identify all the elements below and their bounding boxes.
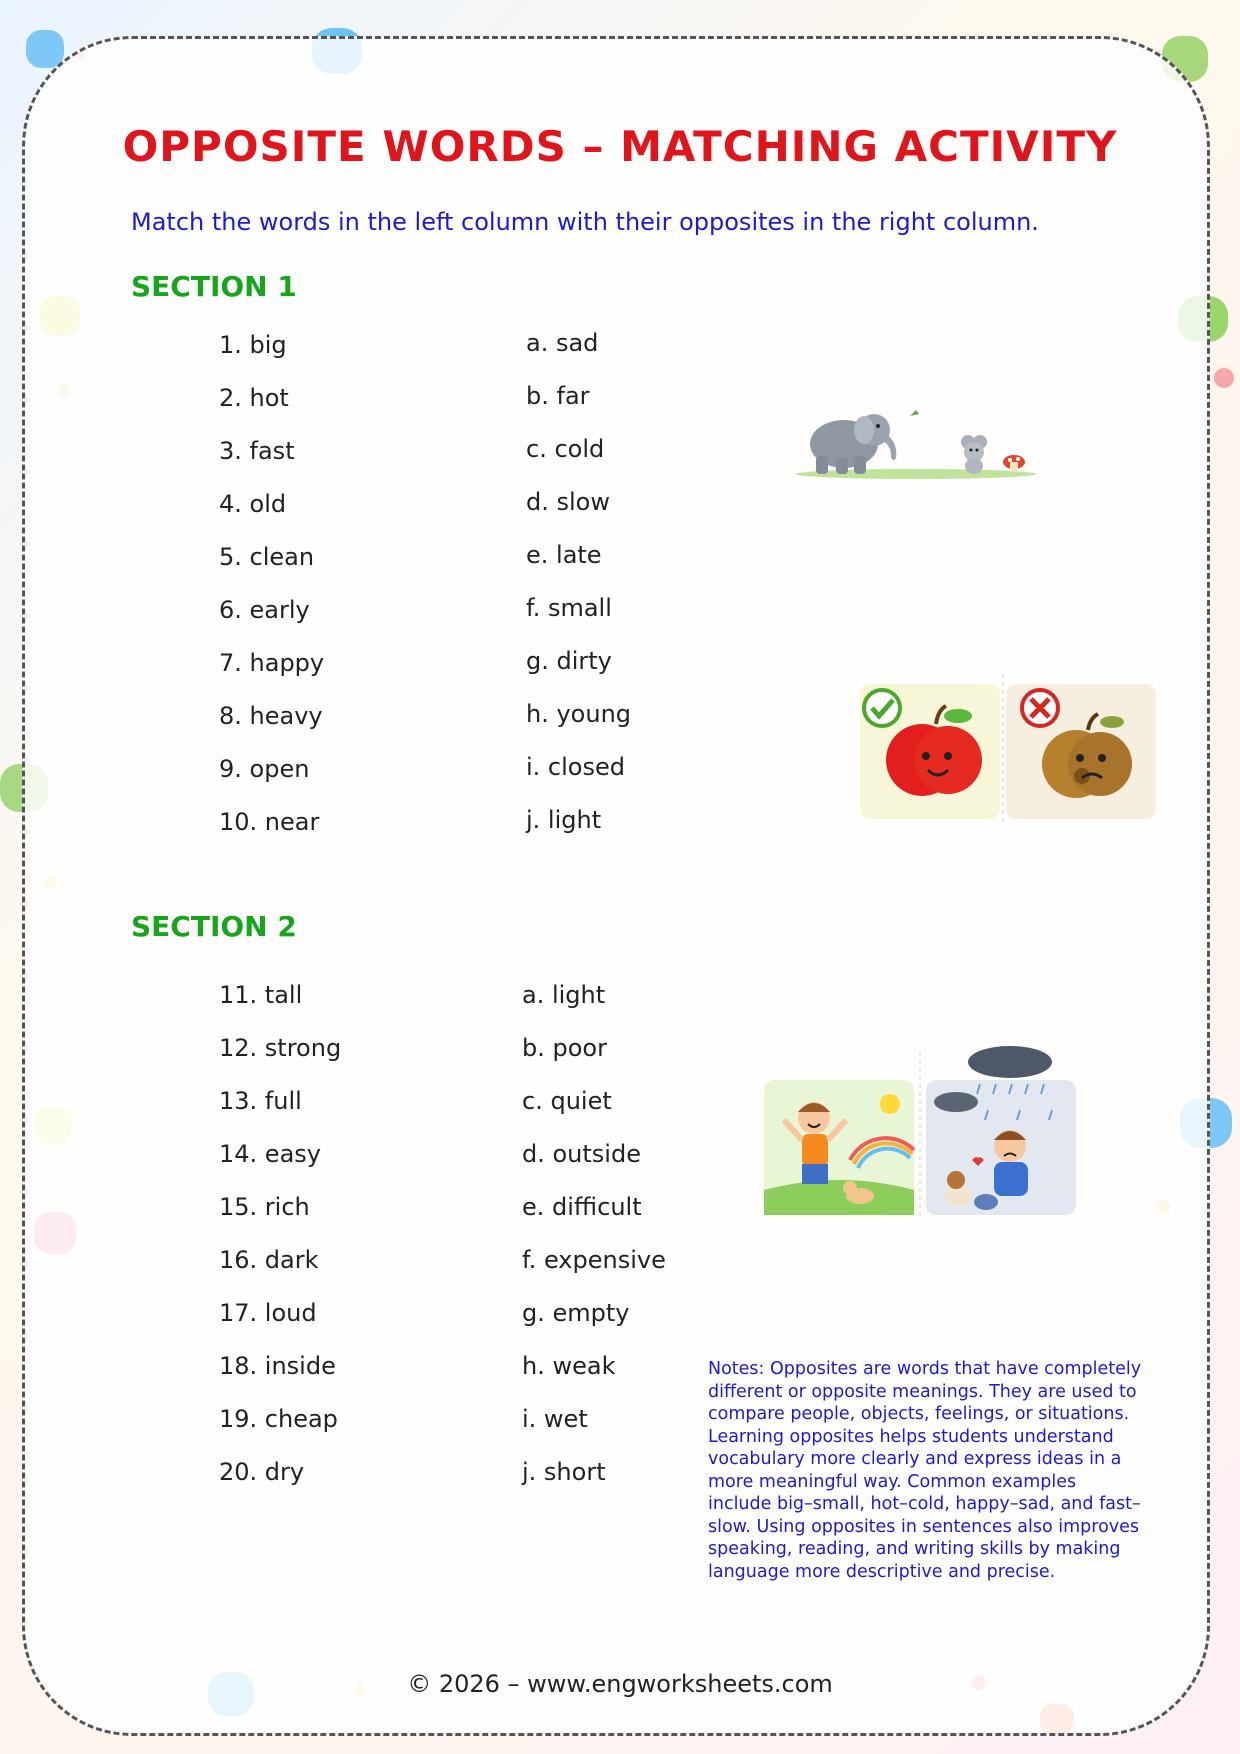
cat-icon <box>974 1194 998 1210</box>
word-item: 6. early <box>219 596 310 624</box>
elephant-icon <box>810 410 919 474</box>
happy-sad-child-illustration <box>760 1040 1080 1220</box>
page-title: OPPOSITE WORDS – MATCHING ACTIVITY <box>122 122 1118 171</box>
word-item: 8. heavy <box>219 702 323 730</box>
opposite-item: c. cold <box>526 435 605 463</box>
opposite-item: b. poor <box>522 1034 607 1062</box>
cross-mark-icon <box>1022 690 1058 726</box>
elephant-mouse-illustration <box>796 396 1046 480</box>
apple-comparison-illustration <box>860 674 1160 824</box>
word-item: 2. hot <box>219 384 289 412</box>
word-item: 13. full <box>219 1087 302 1115</box>
opposite-item: h. weak <box>522 1352 616 1380</box>
sad-child-icon <box>994 1130 1028 1196</box>
opposite-item: f. small <box>526 594 612 622</box>
section-1-title: SECTION 1 <box>131 270 297 303</box>
opposite-item: d. slow <box>526 488 610 516</box>
word-item: 19. cheap <box>219 1405 338 1433</box>
word-item: 12. strong <box>219 1034 342 1062</box>
word-item: 16. dark <box>219 1246 319 1274</box>
opposite-item: h. young <box>526 700 632 728</box>
opposite-item: g. dirty <box>526 647 612 675</box>
word-item: 1. big <box>219 331 287 359</box>
footer-copyright: © 2026 – www.engworksheets.com <box>407 1670 833 1698</box>
word-item: 11. tall <box>219 981 303 1009</box>
opposite-item: b. far <box>526 382 590 410</box>
word-item: 15. rich <box>219 1193 310 1221</box>
section-1-left-column <box>219 330 324 860</box>
opposite-item: a. light <box>522 981 606 1009</box>
opposite-item: c. quiet <box>522 1087 612 1115</box>
opposite-item: f. expensive <box>522 1246 666 1274</box>
word-item: 3. fast <box>219 437 295 465</box>
opposite-item: j. light <box>526 806 602 834</box>
opposite-item: d. outside <box>522 1140 641 1168</box>
word-item: 4. old <box>219 490 287 518</box>
word-item: 9. open <box>219 755 310 783</box>
section-2-right-column <box>522 980 666 1510</box>
opposite-item: g. empty <box>522 1299 630 1327</box>
mushroom-icon <box>1003 455 1025 472</box>
opposite-item: e. difficult <box>522 1193 642 1221</box>
decor-dot <box>1214 368 1234 388</box>
word-item: 5. clean <box>219 543 315 571</box>
opposite-item: a. sad <box>526 329 599 357</box>
notes-paragraph: Notes: Opposites are words that have completely different or opposite meanings. They are used to compare people, objects, feelings, or situations. Learning opposites helps students understand vocabulary more clearly and express ideas in a more meaningful way. Common examples include big–small, hot–cold, happy–sad, and fast–slow. Using opposites in sentences also improves speaking, reading, and writing skills by making language more descriptive and precise. <box>708 1359 1142 1582</box>
decor-blob-blue <box>26 30 64 68</box>
instructions: Match the words in the left column with their opposites in the right column. <box>131 208 1039 236</box>
check-mark-icon <box>864 690 900 726</box>
opposite-item: j. short <box>522 1458 606 1486</box>
section-2-left-column <box>219 980 341 1510</box>
word-item: 14. easy <box>219 1140 321 1168</box>
word-item: 10. near <box>219 808 320 836</box>
word-item: 7. happy <box>219 649 325 677</box>
opposite-item: e. late <box>526 541 602 569</box>
word-item: 17. loud <box>219 1299 317 1327</box>
opposite-item: i. closed <box>526 753 625 781</box>
section-1-right-column <box>526 328 631 858</box>
section-2-title: SECTION 2 <box>131 910 297 943</box>
opposite-item: i. wet <box>522 1405 588 1433</box>
word-item: 20. dry <box>219 1458 305 1486</box>
word-item: 18. inside <box>219 1352 336 1380</box>
mouse-icon <box>961 435 987 474</box>
